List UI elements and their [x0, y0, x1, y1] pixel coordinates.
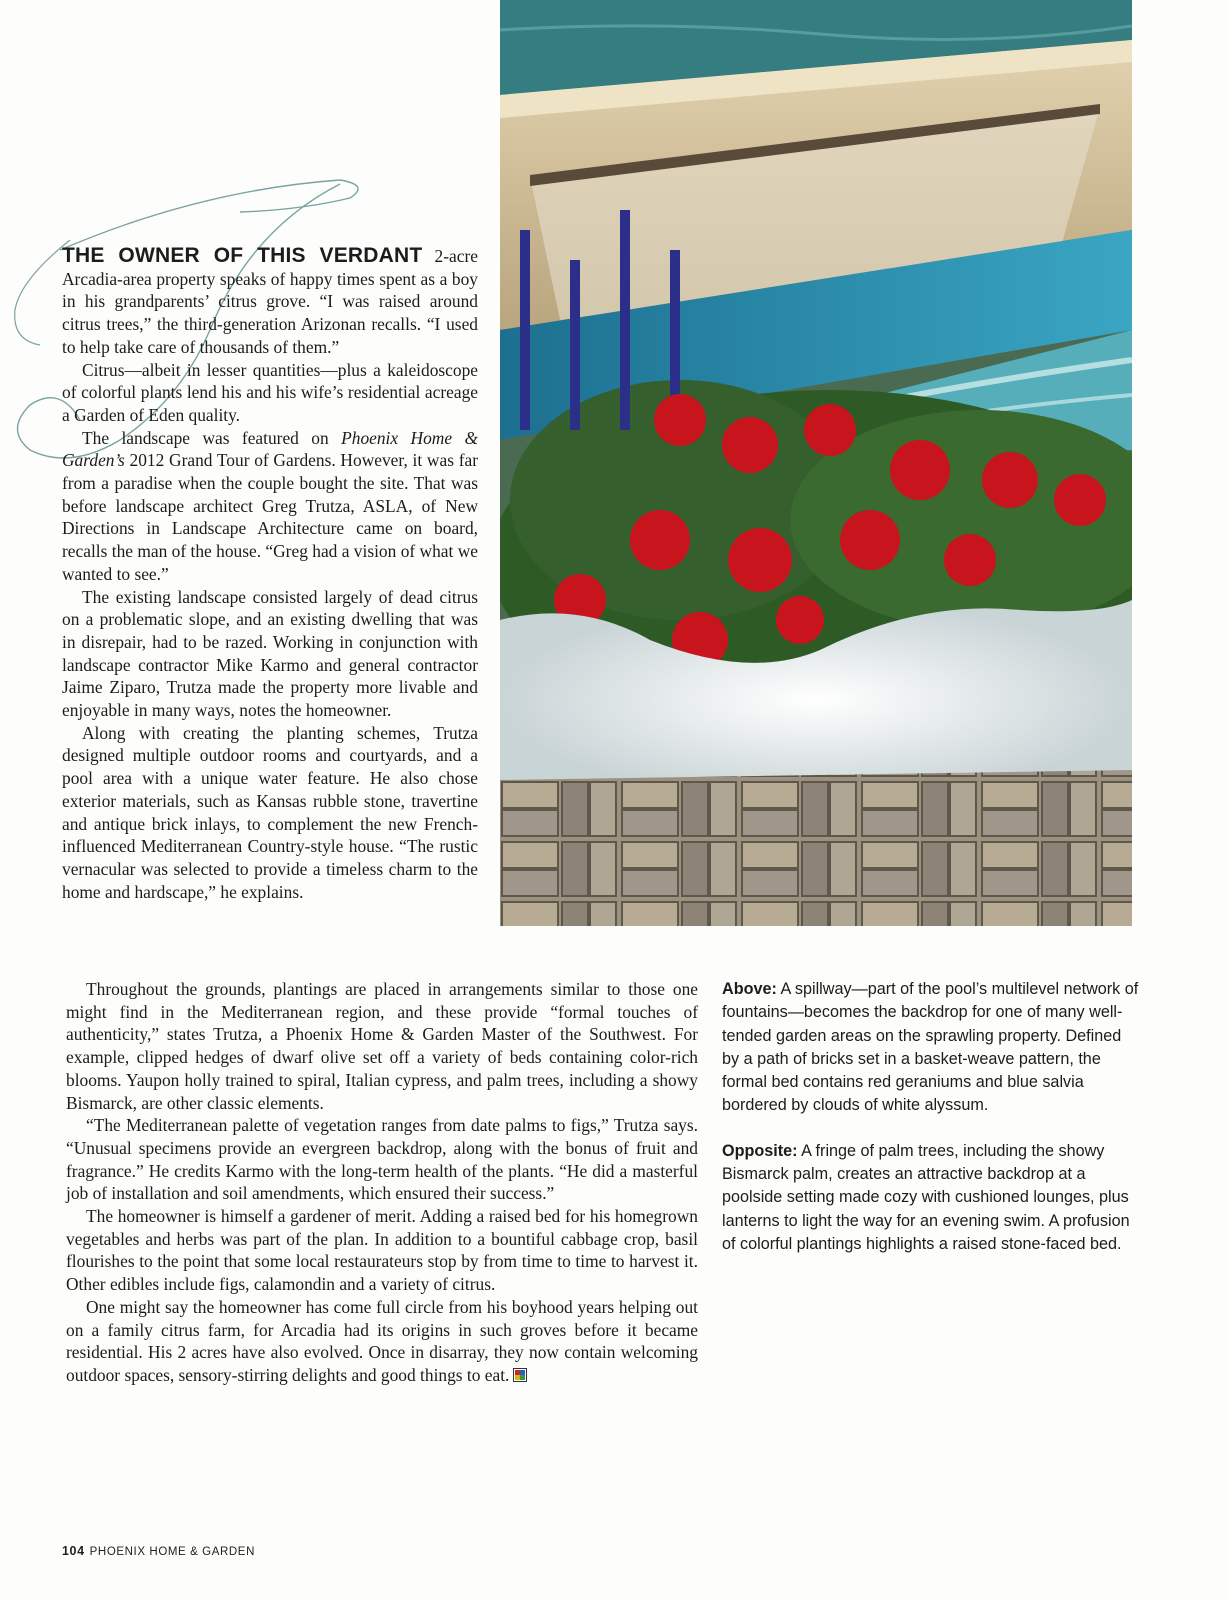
- article-column-left: [62, 245, 478, 903]
- paragraph-7: “The Mediterranean palette of vegetation ranges from date palms to figs,” Trutza says. “Unusual specimens provide an evergreen backdrop, along with the bonus of fruit and fragrance.” He credits Karmo with the long-term health of the plants. “He did a masterful job of installation and soil amendments, which ensured their success.”: [66, 1115, 698, 1204]
- paragraph-5: Along with creating the planting schemes, Trutza designed multiple outdoor rooms and courtyards, and a pool area with a unique water feature. He also chose exterior materials, such as Kansas rubble stone, travertine and antique brick inlays, to complement the new French-influenced Mediterranean Country-style house. “The rustic vernacular was selected to provide a timeless charm to the home and hardscape,” he explains.: [62, 722, 478, 902]
- paragraph-9: One might say the homeowner has come full circle from his boyhood years helping out on a family citrus farm, for Arcadia had its origins in such groves before it became residential. His 2 acres have also evolved. Once in disarray, they now contain welcoming outdoor spaces, sensory-stirring delights and good things to eat.: [66, 1296, 698, 1385]
- photo-captions: [722, 978, 1140, 1278]
- paragraph-8: The homeowner is himself a gardener of merit. Adding a raised bed for his homegrown vegetables and herbs was part of the plan. In addition to a bountiful cabbage crop, basil flourishes to the point that some local restaurateurs stop by from time to time to harvest it. Other edibles include figs, calamondin and a variety of citrus.: [66, 1206, 698, 1295]
- end-mark-icon: [513, 1368, 527, 1382]
- paragraph-6: Throughout the grounds, plantings are placed in arrangements similar to those one might find in the Mediterranean region, and these provide “formal touches of authenticity,” states Trutza, a Phoenix Home & Garden Master of the Southwest. For example, clipped hedges of dwarf olive set off a variety of beds containing color-rich blooms. Yaupon holly trained to spiral, Italian cypress, and palm trees, including a showy Bismarck, are other classic elements.: [66, 979, 698, 1113]
- page-number: 104: [62, 1544, 85, 1558]
- article-column-wide: [66, 978, 698, 1387]
- paragraph-4: The existing landscape consisted largely of dead citrus on a problematic slope, and an existing dwelling that was in disrepair, had to be razed. Working in conjunction with landscape contractor Mike Karmo and general contractor Jaime Ziparo, Trutza made the property more livable and enjoyable in many ways, notes the homeowner.: [62, 586, 478, 721]
- garden-photo: [500, 0, 1132, 926]
- paragraph-3: The landscape was featured on Phoenix Home & Garden’s 2012 Grand Tour of Gardens. However, it was far from a paradise when the couple bought the site. That was before landscape architect Greg Trutza, ASLA, of New Directions in Landscape Architecture came on board, recalls the man of the house. “Greg had a vision of what we wanted to see.”: [62, 427, 479, 584]
- paragraph-1: THE OWNER OF THIS VERDANT 2-acre Arcadia-area property speaks of happy times spent as a boy in his grandparents’ citrus grove. “I was raised around citrus trees,” the third-generation Arizonan recalls. “I used to help take care of thousands of them.”: [62, 244, 478, 357]
- magazine-name: PHOENIX HOME & GARDEN: [89, 1546, 255, 1558]
- paragraph-2: Citrus—albeit in lesser quantities—plus a kaleidoscope of colorful plants lend his and his wife’s residential acreage a Garden of Eden quality.: [62, 359, 478, 425]
- page-footer: [62, 1544, 255, 1558]
- magazine-title-italic: Phoenix Home & Garden’s: [62, 427, 479, 471]
- caption-above: Above: A spillway—part of the pool’s multilevel network of fountains—becomes the backdrop for one of many well-tended garden areas on the sprawling property. Defined by a path of bricks set in a basket-weave pattern, the formal bed contains red geraniums and blue salvia bordered by clouds of white alyssum.: [722, 980, 1139, 1115]
- lead-in-caps: THE OWNER OF THIS VERDANT: [62, 244, 423, 267]
- caption-opposite: Opposite: A fringe of palm trees, including the showy Bismarck palm, creates an attractive backdrop at a poolside setting made cozy with cushioned lounges, plus lanterns to light the way for an evening swim. A profusion of colorful plantings highlights a raised stone-faced bed.: [722, 1141, 1130, 1253]
